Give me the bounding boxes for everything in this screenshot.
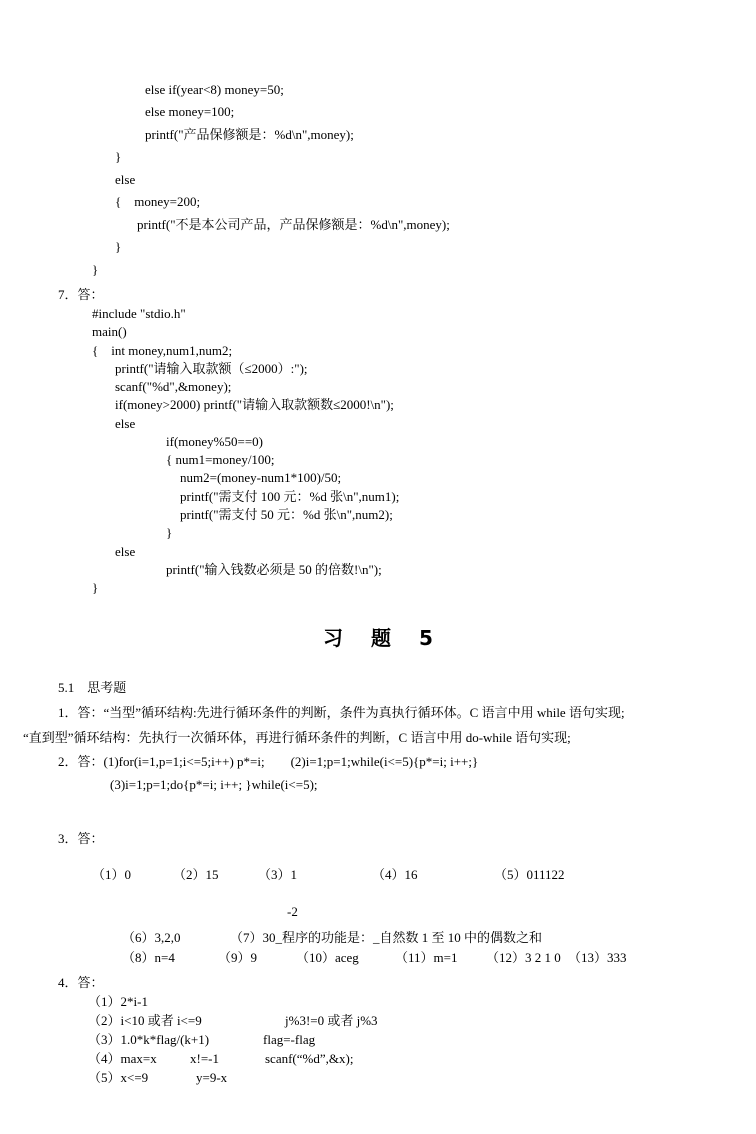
answer-item: （4）max=x: [88, 1051, 157, 1066]
page-number: -2: [287, 904, 298, 919]
code-line: { num1=money/100;: [166, 452, 275, 467]
code-line: main(): [92, 324, 127, 339]
answer-item: （11）m=1: [395, 950, 458, 965]
answer-item: （1）2*i-1: [88, 994, 148, 1009]
code-line: printf("请输入取款额（≤2000）:");: [115, 361, 308, 376]
answer-text: (3)i=1;p=1;do{p*=i; i++; }while(i<=5);: [110, 777, 318, 792]
answer-label: 7．答：: [58, 287, 104, 302]
answer-item: （3）1: [258, 867, 298, 882]
answer-item: j%3!=0 或者 j%3: [285, 1013, 378, 1028]
code-line: printf("输入钱数必须是 50 的倍数!\n");: [166, 562, 382, 577]
code-line: if(money%50==0): [166, 434, 263, 449]
answer-label: 3．答：: [58, 831, 104, 846]
answer-text: 2．答：(1)for(i=1,p=1;i<=5;i++) p*=i; (2)i=1;p=1;while(i<=5){p*=i; i++;}: [58, 754, 479, 769]
answer-item: （4）16: [372, 867, 418, 882]
code-line: { money=200;: [115, 194, 201, 209]
code-line: }: [166, 525, 173, 540]
code-line: printf("产品保修额是：%d\n",money);: [145, 127, 354, 142]
answer-item: （2）15: [173, 867, 219, 882]
answer-item: （2）i<10 或者 i<=9: [88, 1013, 202, 1028]
code-line: else money=100;: [145, 104, 235, 119]
answer-item: （6）3,2,0: [122, 930, 181, 945]
title-part: 习: [323, 626, 344, 650]
code-line: }: [92, 262, 99, 277]
answer-item: scanf(“%d”,&x);: [265, 1051, 354, 1066]
answer-item: flag=-flag: [263, 1032, 316, 1047]
answer-item: （5）x<=9: [88, 1070, 149, 1085]
answer-item: x!=-1: [190, 1051, 219, 1066]
exercise-title: [0, 622, 756, 651]
code-line: }: [92, 580, 99, 595]
code-line: if(money>2000) printf("请输入取款额数≤2000!\n");: [115, 397, 394, 412]
code-line: }: [115, 239, 122, 254]
code-line: scanf("%d",&money);: [115, 379, 232, 394]
code-line: #include "stdio.h": [92, 306, 186, 321]
answer-item: （9）9: [218, 950, 258, 965]
answer-text: “直到型”循环结构：先执行一次循环体，再进行循环条件的判断，C 语言中用 do-while 语句实现;: [23, 730, 571, 745]
answer-label: 4．答：: [58, 975, 104, 990]
code-line: num2=(money-num1*100)/50;: [180, 470, 342, 485]
code-line: { int money,num1,num2;: [92, 343, 233, 358]
answer-item: （12）3 2 1 0: [486, 950, 561, 965]
answer-item: （8）n=4: [122, 950, 175, 965]
code-line: else: [115, 544, 136, 559]
answer-text: 1．答：“当型”循环结构:先进行循环条件的判断，条件为真执行循环体。C 语言中用 while 语句实现;: [58, 705, 625, 720]
code-line: else if(year<8) money=50;: [145, 82, 284, 97]
code-line: printf("需支付 50 元：%d 张\n",num2);: [180, 507, 393, 522]
answer-item: （13）333: [568, 950, 627, 965]
answer-item: （1）0: [92, 867, 132, 882]
section-heading: 5.1 思考题: [58, 680, 127, 695]
answer-item: （7）30_程序的功能是：_自然数 1 至 10 中的偶数之和: [230, 930, 543, 945]
code-line: }: [115, 149, 122, 164]
code-line: else: [115, 416, 136, 431]
code-line: else: [115, 172, 136, 187]
answer-item: （10）aceg: [296, 950, 359, 965]
title-part: 题: [371, 626, 392, 650]
answer-item: （3）1.0*k*flag/(k+1): [88, 1032, 210, 1047]
answer-item: y=9-x: [196, 1070, 228, 1085]
code-line: printf("不是本公司产品，产品保修额是：%d\n",money);: [137, 217, 450, 232]
answer-item: （5）011122: [494, 867, 565, 882]
title-part: 5: [419, 626, 433, 650]
code-line: printf("需支付 100 元：%d 张\n",num1);: [180, 489, 400, 504]
